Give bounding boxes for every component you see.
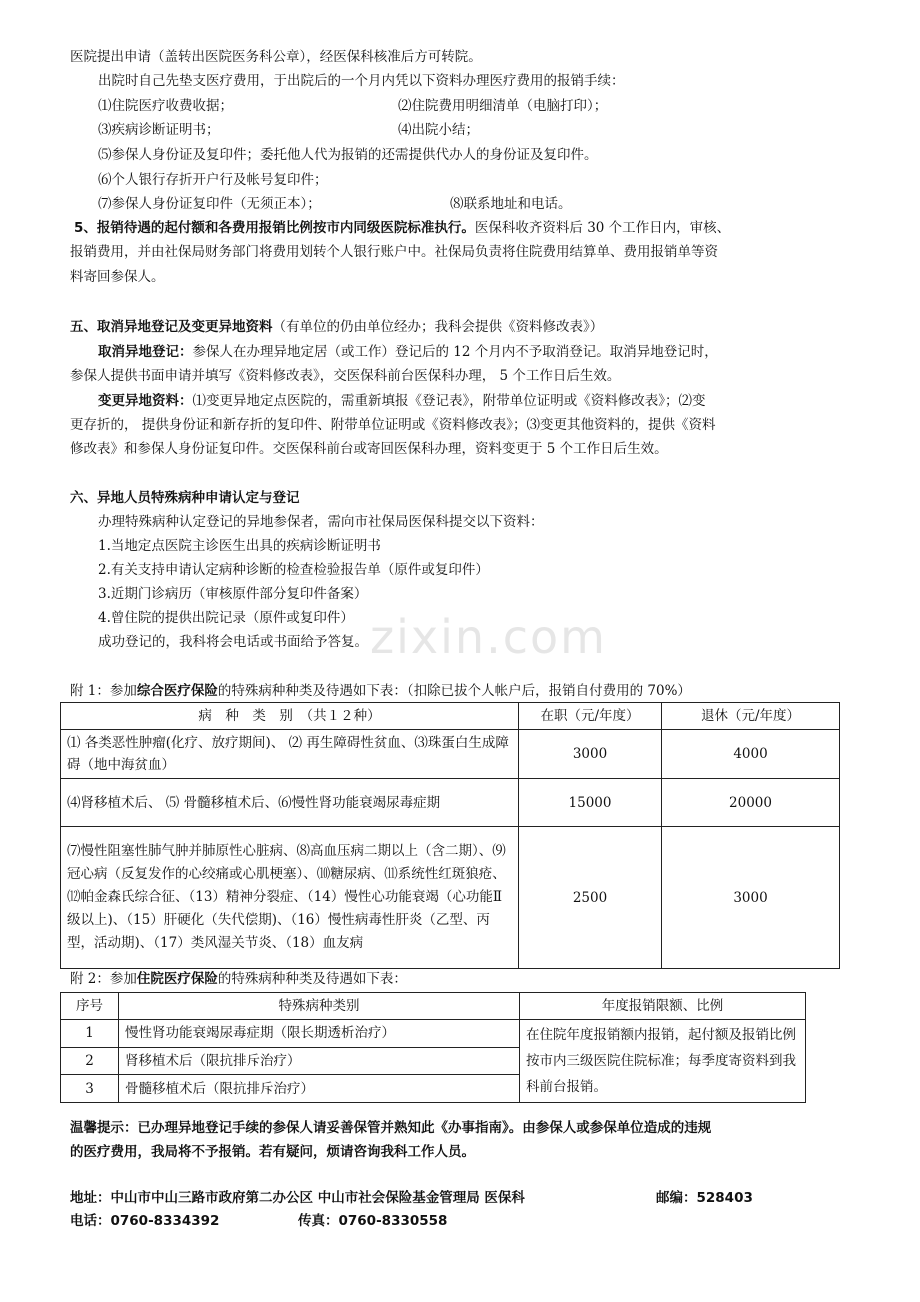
list-item: ⑵住院费用明细清单（电脑打印）； [398,98,608,114]
list-item: 4.曾住院的提供出院记录（原件或复印件） [98,610,354,626]
inline-text: 参保人在办理异地定居（或工作）登记后的 12 个月内不予取消登记。取消异地登记时， [192,344,718,360]
cancel-registration-para [98,341,718,363]
fax: 传真：0760-8330558 [298,1213,448,1229]
list-item: ⑹个人银行存折开户行及帐号复印件； [98,172,328,188]
table-row [61,1020,806,1048]
table-header-row [61,993,806,1020]
text-line: 办理特殊病种认定登记的异地参保者，需向市社保局医保科提交以下资料： [98,514,544,530]
table-row [61,730,840,779]
limit-cell: 在住院年度报销额内报销，起付额及报销比例按市内三级医院住院标准；每季度寄资料到我科前台报销。 [520,1020,806,1103]
row-number: 1 [61,1020,119,1048]
active-amount-cell: 15000 [519,779,662,827]
address: 地址：中山市中山三路市政府第二办公区 中山市社会保险基金管理局 医保科 [70,1190,525,1206]
column-header: 病 种 类 别 （共１２种） [61,703,519,730]
table-attachment-1 [60,702,840,969]
materials-row [98,95,798,117]
table-row [61,827,840,969]
disease-cell: 慢性肾功能衰竭尿毒症期（限长期透析治疗） [119,1020,520,1048]
list-item: ⑴住院医疗收费收据； [98,98,233,114]
column-header: 年度报销限额、比例 [520,993,806,1020]
text-line: 更存折的， 提供身份证和新存折的复印件、附带单位证明或《资料修改表》；⑶变更其他资料的，提供《资料 [70,417,716,433]
table-header-row [61,703,840,730]
contact-phone-row [70,1210,770,1232]
caption-text: 的特殊病种种类及待遇如下表：（扣除已拔个人帐户后，报销自付费用的 70%） [217,683,691,699]
materials-row [98,119,798,141]
section-6-heading: 六、异地人员特殊病种申请认定与登记 [70,490,300,506]
column-header: 序号 [61,993,119,1020]
tip-line: 的医疗费用，我局将不予报销。若有疑问，烦请咨询我科工作人员。 [70,1144,475,1160]
list-item: ⑶疾病诊断证明书； [98,122,220,138]
text-line: 报销费用，并由社保局财务部门将费用划转个人银行账户中。社保局负责将住院费用结算单、费用报销单等资 [70,244,718,260]
paragraph-5 [74,217,730,239]
column-header: 特殊病种类别 [119,993,520,1020]
watermark: zixin.com [370,610,607,664]
phone: 电话：0760-8334392 [70,1213,220,1229]
column-header: 在职（元/年度） [519,703,662,730]
section-5-heading [70,316,603,338]
text-line: 修改表》和参保人身份证复印件。交医保科前台或寄回医保科办理，资料变更于 5 个工作日后生效。 [70,441,668,457]
inline-text: ⑴变更异地定点医院的，需重新填报《登记表》，附带单位证明或《资料修改表》；⑵变 [192,393,706,409]
row-number: 3 [61,1075,119,1103]
list-item: 3.近期门诊病历（审核原件部分复印件备案） [98,586,368,602]
attachment-1-caption [70,680,691,702]
list-item: ⑻联系地址和电话。 [450,196,572,212]
text-line: 参保人提供书面申请并填写《资料修改表》，交医保科前台医保科办理， 5 个工作日后生效。 [70,368,621,384]
contact-address-row [70,1187,770,1209]
disease-cell: ⑷肾移植术后、 ⑸ 骨髓移植术后、⑹慢性肾功能衰竭尿毒症期 [61,779,519,827]
section-title: 五、取消异地登记及变更异地资料 [70,319,273,335]
disease-cell: 肾移植术后（限抗排斥治疗） [119,1047,520,1075]
change-info-para [98,390,706,412]
caption-text: 的特殊病种种类及待遇如下表： [217,971,407,987]
caption-bold: 综合医疗保险 [136,683,218,699]
text-line: 成功登记的，我科将会电话或书面给予答复。 [98,634,368,650]
active-amount-cell: 2500 [519,827,662,969]
paragraph-5-text: 医保科收齐资料后 30 个工作日内，审核、 [474,220,731,236]
attachment-2-caption [70,968,407,990]
caption-text: 附 2：参加 [70,971,137,987]
section-note: （有单位的仍由单位经办；我科会提供《资料修改表》） [272,319,604,335]
disease-cell: ⑺慢性阻塞性肺气肿并肺原性心脏病、⑻高血压病二期以上（含二期）、⑼冠心病（反复发作的心绞痛或心肌梗塞）、⑽糖尿病、⑾系统性红斑狼疮、⑿帕金森氏综合征、（13）精神分裂症、（14）慢性心功能衰竭（心功能Ⅱ级以上)、（15）肝硬化（失代偿期)、（16）慢性病毒性肝炎（乙型、丙型，活动期)、（17）类风湿关节炎、（18）血友病 [61,827,519,969]
text-line: 医院提出申请（盖转出医院医务科公章），经医保科核准后方可转院。 [70,49,482,65]
text-line: 出院时自己先垫支医疗费用，于出院后的一个月内凭以下资料办理医疗费用的报销手续： [98,73,625,89]
list-item: ⑷出院小结； [398,122,479,138]
disease-cell: 骨髓移植术后（限抗排斥治疗） [119,1075,520,1103]
postcode: 邮编：528403 [656,1190,753,1206]
inline-heading: 取消异地登记： [98,344,193,360]
list-item: ⑺参保人身份证复印件（无须正本）； [98,196,321,212]
row-number: 2 [61,1047,119,1075]
column-header: 退休（元/年度） [662,703,840,730]
table-attachment-2 [60,992,806,1103]
caption-text: 附 1：参加 [70,683,137,699]
tip-line: 温馨提示：已办理异地登记手续的参保人请妥善保管并熟知此《办事指南》。由参保人或参保单位造成的违规 [70,1120,712,1136]
text-line: 料寄回参保人。 [70,269,165,285]
table-row [61,779,840,827]
retired-amount-cell: 3000 [662,827,840,969]
materials-row [98,193,798,215]
retired-amount-cell: 4000 [662,730,840,779]
list-item: 1.当地定点医院主诊医生出具的疾病诊断证明书 [98,538,381,554]
disease-cell: ⑴ 各类恶性肿瘤(化疗、放疗期间)、 ⑵ 再生障碍性贫血、⑶珠蛋白生成障碍（地中海贫血） [61,730,519,779]
caption-bold: 住院医疗保险 [136,971,218,987]
paragraph-5-heading: 5、报销待遇的起付额和各费用报销比例按市内同级医院标准执行。 [74,220,475,236]
list-item: 2.有关支持申请认定病种诊断的检查检验报告单（原件或复印件） [98,562,489,578]
list-item: ⑸参保人身份证及复印件；委托他人代为报销的还需提供代办人的身份证及复印件。 [98,147,598,163]
retired-amount-cell: 20000 [662,779,840,827]
active-amount-cell: 3000 [519,730,662,779]
inline-heading: 变更异地资料： [98,393,193,409]
